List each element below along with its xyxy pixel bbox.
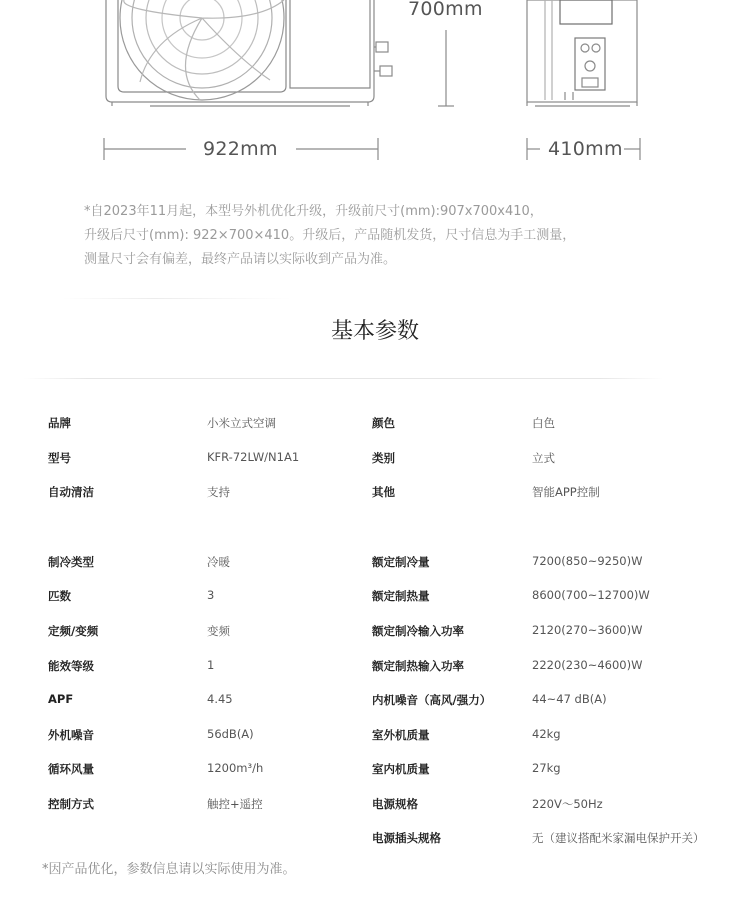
spec-key: 电源插头规格	[372, 831, 441, 845]
spec-key: 型号	[48, 451, 71, 465]
spec-key: 额定制冷量	[372, 555, 430, 569]
spec-value: 变频	[207, 624, 230, 638]
side-view-drawing	[527, 0, 637, 106]
spec-value: 小米立式空调	[207, 416, 276, 430]
spec-row	[0, 588, 750, 608]
spec-key: 循环风量	[48, 762, 94, 776]
spec-value: 4.45	[207, 692, 233, 706]
outdoor-unit-diagram	[0, 0, 750, 180]
spec-row	[0, 658, 750, 678]
spec-value: 7200(850~9250)W	[532, 554, 643, 568]
spec-key: 品牌	[48, 416, 71, 430]
section-title: 基本参数	[330, 319, 419, 344]
spec-key: 额定制热输入功率	[372, 659, 464, 673]
divider	[62, 298, 292, 299]
spec-row	[0, 830, 750, 850]
spec-key: 室外机质量	[372, 728, 430, 742]
spec-row	[0, 484, 750, 504]
width-dimension-label: 922mm	[203, 138, 278, 160]
spec-key: 匹数	[48, 589, 71, 603]
note-line: 升级后尺寸(mm): 922×700×410。升级后，产品随机发货，尺寸信息为手工测量，	[84, 228, 576, 243]
spec-key: 颜色	[372, 416, 395, 430]
spec-value: 无（建议搭配米家漏电保护开关）	[532, 831, 705, 845]
spec-value: 支持	[207, 485, 230, 499]
spec-value: 1	[207, 658, 215, 672]
spec-value: 44~47 dB(A)	[532, 692, 607, 706]
spec-row	[0, 727, 750, 747]
depth-dimension-label: 410mm	[548, 138, 623, 160]
spec-key: 电源规格	[372, 797, 418, 811]
spec-value: 2120(270~3600)W	[532, 623, 643, 637]
height-dimension-line	[438, 30, 454, 106]
spec-key: 其他	[372, 485, 395, 499]
spec-key: 额定制冷输入功率	[372, 624, 464, 638]
spec-key: APF	[48, 692, 74, 706]
spec-key: 能效等级	[48, 659, 94, 673]
footnote: *因产品优化，参数信息请以实际使用为准。	[42, 862, 296, 877]
spec-row	[0, 415, 750, 435]
spec-key: 额定制热量	[372, 589, 430, 603]
spec-value: 2220(230~4600)W	[532, 658, 643, 672]
spec-row	[0, 450, 750, 470]
spec-value: 触控+遥控	[207, 797, 263, 811]
spec-key: 定频/变频	[48, 624, 99, 638]
spec-value: KFR-72LW/N1A1	[207, 450, 300, 464]
spec-value: 8600(700~12700)W	[532, 588, 650, 602]
spec-value: 立式	[532, 451, 555, 465]
spec-row	[0, 692, 750, 712]
spec-key: 制冷类型	[48, 555, 94, 569]
spec-value: 27kg	[532, 761, 561, 775]
spec-value: 42kg	[532, 727, 561, 741]
spec-row	[0, 623, 750, 643]
spec-value: 智能APP控制	[532, 485, 600, 499]
spec-row	[0, 761, 750, 781]
table-divider	[24, 378, 664, 379]
note-line: 测量尺寸会有偏差，最终产品请以实际收到产品为准。	[84, 252, 397, 267]
note-line: *自2023年11月起，本型号外机优化升级，升级前尺寸(mm):907x700x410，	[84, 204, 543, 219]
spec-row	[0, 796, 750, 816]
front-view-drawing	[106, 0, 392, 106]
spec-key: 室内机质量	[372, 762, 430, 776]
spec-value: 3	[207, 588, 215, 602]
size-change-note	[84, 200, 704, 272]
spec-value: 1200m³/h	[207, 761, 264, 775]
spec-key: 外机噪音	[48, 728, 94, 742]
spec-value: 56dB(A)	[207, 727, 254, 741]
spec-value: 冷暖	[207, 555, 230, 569]
spec-key: 内机噪音（高风/强力）	[372, 693, 492, 707]
spec-key: 类别	[372, 451, 395, 465]
spec-row	[0, 554, 750, 574]
spec-value: 220V～50Hz	[532, 797, 603, 811]
spec-key: 自动清洁	[48, 485, 94, 499]
spec-value: 白色	[532, 416, 555, 430]
spec-key: 控制方式	[48, 797, 94, 811]
height-dimension-label: 700mm	[408, 0, 483, 20]
